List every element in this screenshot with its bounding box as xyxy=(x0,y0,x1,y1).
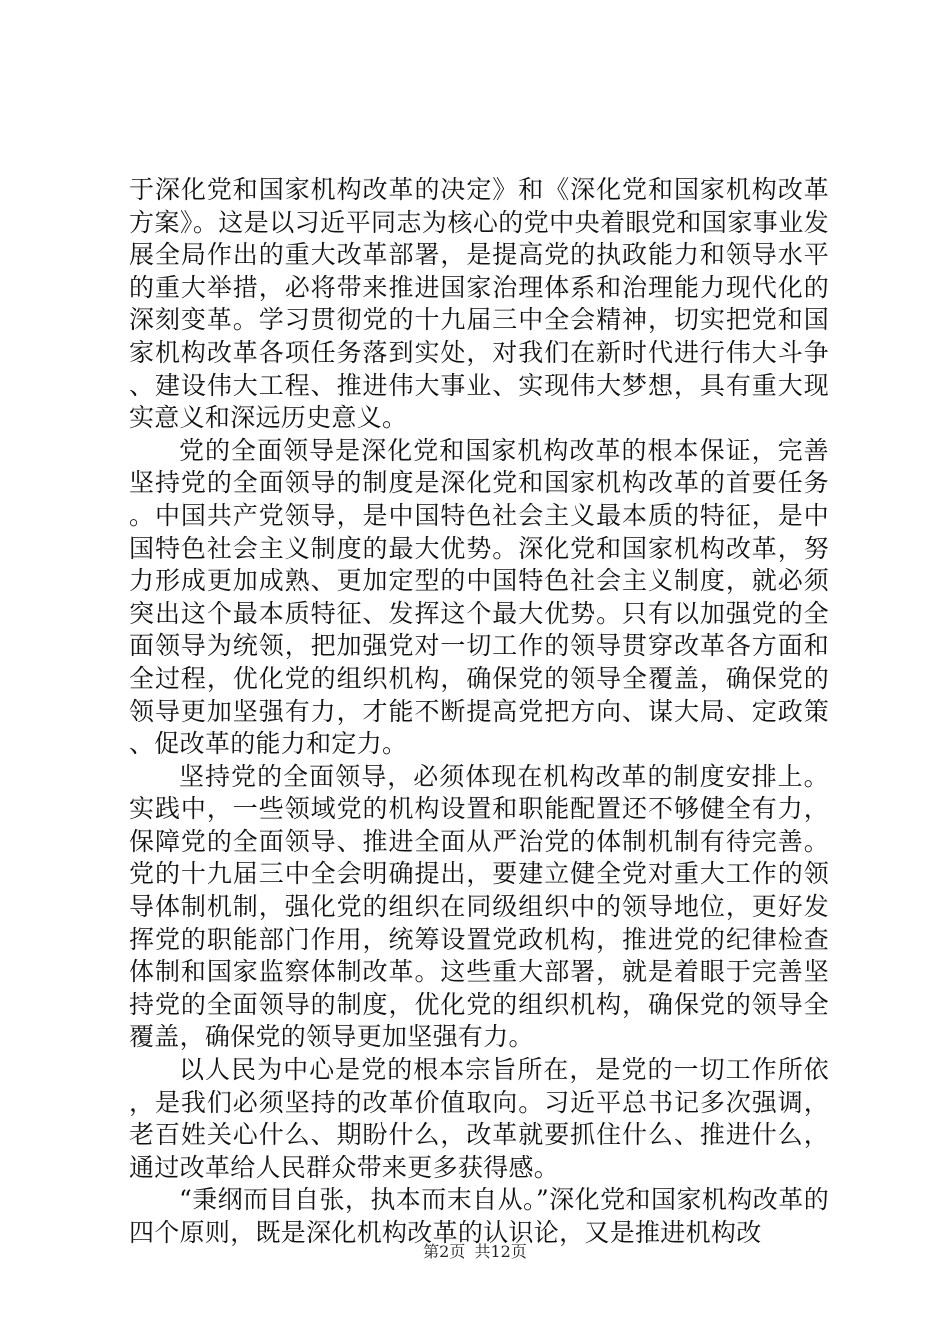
page-total: 共12页 xyxy=(474,1242,527,1261)
page-footer xyxy=(0,1242,950,1262)
document-body xyxy=(129,174,829,1250)
paragraph-3: 坚持党的全面领导，必须体现在机构改革的制度安排上。实践中，一些领域党的机构设置和职能配置还不够健全有力，保障党的全面领导、推进全面从严治党的体制机制有待完善。党的十九届三中全会明确提出，要建立健全党对重大工作的领导体制机制，强化党的组织在同级组织中的领导地位，更好发挥党的职能部门作用，统筹设置党政机构，推进党的纪律检查体制和国家监察体制改革。这些重大部署，就是着眼于完善坚持党的全面领导的制度，优化党的组织机构，确保党的领导全覆盖，确保党的领导更加坚强有力。 xyxy=(129,761,829,1052)
paragraph-1: 于深化党和国家机构改革的决定》和《深化党和国家机构改革方案》。这是以习近平同志为核心的党中央着眼党和国家事业发展全局作出的重大改革部署，是提高党的执政能力和领导水平的重大举措，必将带来推进国家治理体系和治理能力现代化的深刻变革。学习贯彻党的十九届三中全会精神，切实把党和国家机构改革各项任务落到实处，对我们在新时代进行伟大斗争、建设伟大工程、推进伟大事业、实现伟大梦想，具有重大现实意义和深远历史意义。 xyxy=(129,175,829,433)
page-number: 第2页 xyxy=(423,1242,466,1261)
paragraph-5: “秉纲而目自张，执本而末自从。”深化党和国家机构改革的四个原则，既是深化机构改革的认识论，又是推进机构改 xyxy=(129,1185,829,1247)
paragraph-2: 党的全面领导是深化党和国家机构改革的根本保证，完善坚持党的全面领导的制度是深化党和国家机构改革的首要任务。中国共产党领导，是中国特色社会主义最本质的特征，是中国特色社会主义制度的最大优势。深化党和国家机构改革，努力形成更加成熟、更加定型的中国特色社会主义制度，就必须突出这个最本质特征、发挥这个最大优势。只有以加强党的全面领导为统领，把加强党对一切工作的领导贯穿改革各方面和全过程，优化党的组织机构，确保党的领导全覆盖，确保党的领导更加坚强有力，才能不断提高党把方向、谋大局、定政策、促改革的能力和定力。 xyxy=(129,435,829,759)
paragraph-4: 以人民为中心是党的根本宗旨所在，是党的一切工作所依，是我们必须坚持的改革价值取向。习近平总书记多次强调，老百姓关心什么、期盼什么，改革就要抓住什么、推进什么，通过改革给人民群众带来更多获得感。 xyxy=(129,1055,829,1182)
